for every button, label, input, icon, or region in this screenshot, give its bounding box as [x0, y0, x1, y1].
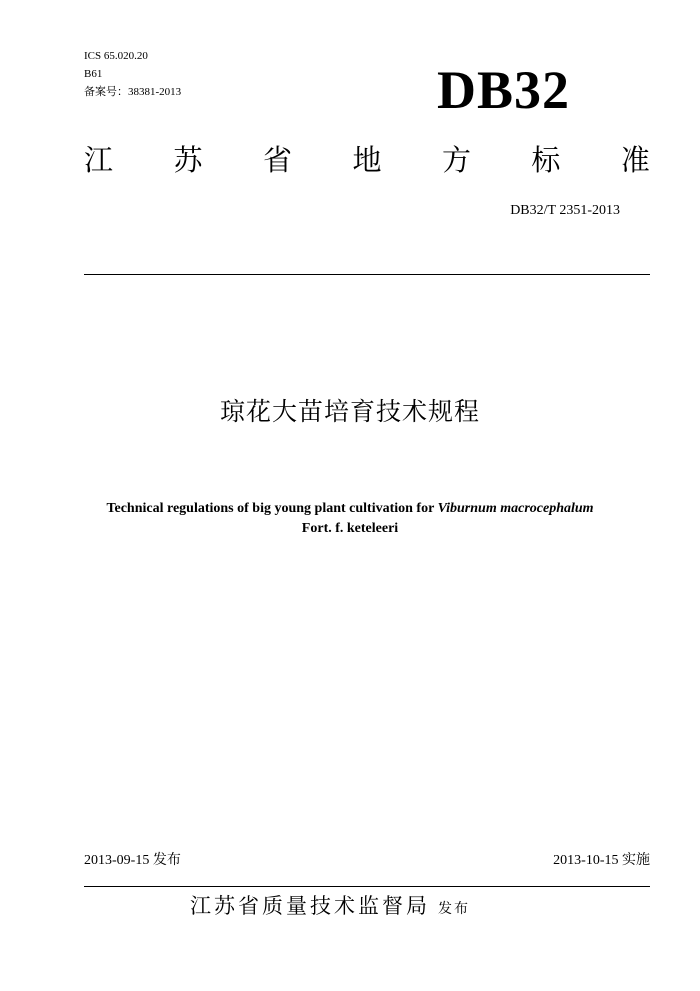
- standard-type-char: 方: [441, 143, 471, 177]
- standard-type-char: 标: [531, 143, 561, 177]
- publisher: [190, 890, 470, 925]
- standard-type-char: 江: [84, 143, 114, 177]
- title-english-species: Viburnum macrocephalum: [437, 501, 594, 516]
- title-english-text: Technical regulations of big young plant cultivation for: [106, 501, 438, 516]
- publisher-suffix: 发布: [438, 901, 470, 917]
- ics-code: ICS 65.020.20: [84, 50, 148, 62]
- standard-type-heading: [84, 140, 650, 180]
- record-number: 备案号：38381-2013: [84, 86, 182, 98]
- category-code: B61: [84, 68, 103, 80]
- standard-logo: DB32: [437, 60, 571, 120]
- standard-number: DB32/T 2351-2013: [510, 203, 620, 218]
- title-english-line2: Fort. f. keteleeri: [301, 521, 399, 536]
- standard-type-char: 省: [262, 143, 292, 177]
- top-divider: [84, 274, 650, 275]
- publisher-name: 江苏省质量技术监督局: [190, 894, 430, 918]
- title-english: [40, 499, 660, 539]
- document-metadata: [84, 47, 181, 101]
- bottom-divider: [84, 886, 650, 887]
- publish-date: 2013-09-15 发布: [84, 853, 181, 868]
- implement-date: 2013-10-15 实施: [553, 853, 650, 868]
- title-chinese: 琼花大苗培育技术规程: [219, 397, 480, 426]
- standard-type-char: 苏: [173, 143, 203, 177]
- standard-type-char: 准: [620, 143, 650, 177]
- standard-type-char: 地: [352, 143, 382, 177]
